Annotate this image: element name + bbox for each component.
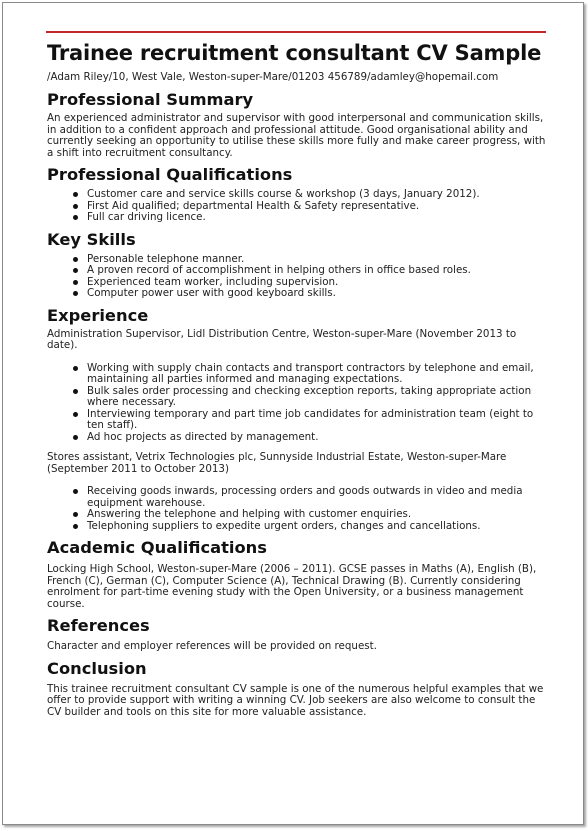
list-item: Answering the telephone and helping with customer enquiries. [87, 509, 547, 521]
list-item: Working with supply chain contacts and transport contractors by telephone and email, maintaining all parties informed and managing expectations. [87, 363, 547, 386]
list-item: Full car driving licence. [87, 212, 547, 224]
job-duties-list [47, 363, 547, 444]
cv-page [2, 2, 584, 825]
conclusion-heading: Conclusion [47, 658, 147, 678]
academic-heading: Academic Qualifications [47, 538, 267, 557]
experience-heading: Experience [47, 305, 149, 325]
cv-title: Trainee recruitment consultant CV Sample [47, 41, 542, 65]
list-item: First Aid qualified; departmental Health & Safety representative. [87, 201, 547, 213]
qualifications-heading: Professional Qualifications [47, 165, 293, 184]
references-text: Character and employer references will be provided on request. [47, 640, 377, 652]
list-item: Computer power user with good keyboard skills. [87, 288, 547, 300]
skills-heading: Key Skills [47, 229, 136, 249]
job-duties-list [47, 486, 547, 532]
list-item: Customer care and service skills course & workshop (3 days, January 2012). [87, 189, 547, 201]
list-item: Receiving goods inwards, processing orders and goods outwards in video and media equipment warehouse. [87, 486, 547, 509]
references-heading: References [47, 616, 150, 635]
job-title: Administration Supervisor, Lidl Distribution Centre, Weston-super-Mare (November 2013 to date). [47, 327, 517, 351]
skills-list [47, 254, 547, 300]
summary-heading: Professional Summary [47, 90, 254, 109]
list-item: Personable telephone manner. [87, 254, 547, 266]
list-item: Ad hoc projects as directed by management. [87, 432, 547, 444]
job-title: Stores assistant, Vetrix Technologies plc, Sunnyside Industrial Estate, Weston-super-Mare (September 2011 to October 2013) [47, 451, 507, 475]
qualifications-list [47, 189, 547, 224]
summary-text: An experienced administrator and supervisor with good interpersonal and communication skills, in addition to a confident approach and professional attitude. Good organisational ability and currently seeking an opportunity to utilise these skills more fully and make career progress, with a shift into recruitment consultancy. [47, 112, 546, 159]
conclusion-text: This trainee recruitment consultant CV sample is one of the numerous helpful examples that we offer to provide support with writing a winning CV. Job seekers are also welcome to consult the CV builder and tools on this site for more valuable assistance. [47, 682, 544, 718]
list-item: Experienced team worker, including supervision. [87, 277, 547, 289]
academic-text: Locking High School, Weston-super-Mare (2006 – 2011). GCSE passes in Maths (A), English (B), French (C), German (C), Computer Science (A), Technical Drawing (B). Currently considering enrolment for part-time evening study with the Open University, or a business management course. [47, 563, 537, 610]
list-item: A proven record of accomplishment in helping others in office based roles. [87, 265, 547, 277]
list-item: Telephoning suppliers to expedite urgent orders, changes and cancellations. [87, 521, 547, 533]
accent-rule [46, 31, 546, 33]
list-item: Interviewing temporary and part time job candidates for administration team (eight to ten staff). [87, 409, 547, 432]
cv-content [47, 39, 547, 718]
list-item: Bulk sales order processing and checking exception reports, taking appropriate action where necessary. [87, 386, 547, 409]
contact-line: /Adam Riley/10, West Vale, Weston-super-Mare/01203 456789/adamley@hopemail.com [47, 71, 499, 83]
